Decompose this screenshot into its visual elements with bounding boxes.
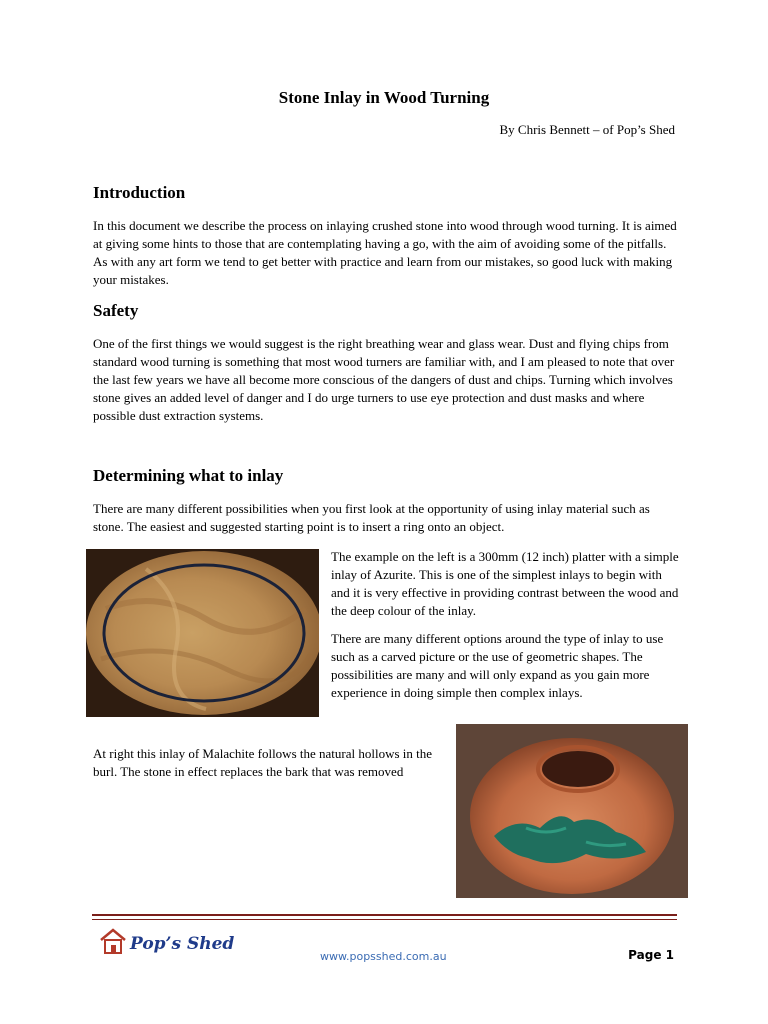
shed-icon <box>98 926 128 956</box>
paragraph-determining: There are many different possibilities when you first look at the opportunity of using inlay material such as stone. The easiest and suggested starting point is to insert a ring onto an object. <box>93 501 650 534</box>
page-number: Page 1 <box>628 948 674 962</box>
platter-photo <box>86 549 319 717</box>
byline: By Chris Bennett – of Pop’s Shed <box>499 122 675 137</box>
document-title: Stone Inlay in Wood Turning <box>278 88 490 107</box>
paragraph-introduction: In this document we describe the process on inlaying crushed stone into wood through wood turning. It is aimed at giving some hints to those that are contemplating having a go, with the aim of avoiding some of the pitfalls. As with any art form we tend to get better with practice and learn from our mistakes, so good luck with making your mistakes. <box>93 218 677 287</box>
paragraph-safety: One of the first things we would suggest is the right breathing wear and glass wear. Dust and flying chips from standard wood turning is something that most wood turners are familiar with, and I am pleased to note that over the last few years we have all become more conscious of the dangers of dust and chips. Turning which involves stone gives an added level of danger and I do urge turners to use eye protection and dust masks and where possible dust extraction systems. <box>93 336 675 423</box>
malachite-caption: At right this inlay of Malachite follows the natural hollows in the burl. The stone in effect replaces the bark that was removed <box>93 746 433 779</box>
heading-introduction: Introduction <box>93 183 186 202</box>
heading-determining: Determining what to inlay <box>93 466 284 485</box>
footer-rule <box>92 914 677 916</box>
footer-rule-thin <box>92 919 677 920</box>
paragraph-options: There are many different options around the type of inlay to use such as a carved picture or the use of geometric shapes. The possibilities are many and will only expand as you gain more experience in doing simple then complex inlays. <box>331 631 664 700</box>
website-link[interactable]: www.popsshed.com.au <box>320 950 447 963</box>
logo-text: Pop’s Shed <box>130 934 235 954</box>
heading-safety: Safety <box>93 301 139 320</box>
pops-shed-logo <box>98 926 235 962</box>
platter-caption: The example on the left is a 300mm (12 inch) platter with a simple inlay of Azurite. This is one of the simplest inlays to begin with and it is very effective in providing contrast between the wood and the deep colour of the inlay. <box>331 549 679 618</box>
malachite-vessel-photo <box>456 724 688 898</box>
